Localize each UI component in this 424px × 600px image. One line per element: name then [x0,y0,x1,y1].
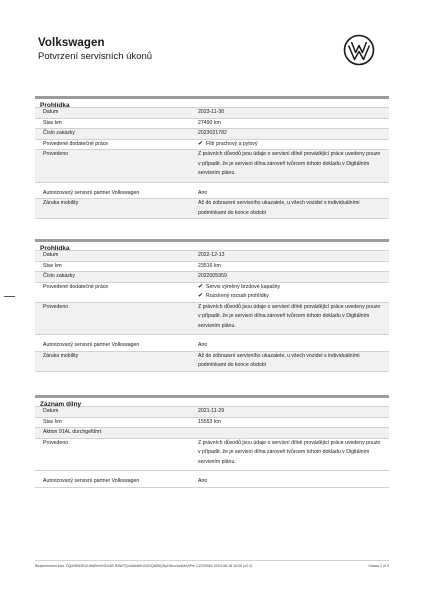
row-dodatecne-prace: Provedené dodatečné práce ✔ Servis výměny brzdové kapaliny ✔ Rozsírený rozsah prohlídky [35,283,389,303]
work-item: ✔ Servis výměny brzdové kapaliny [198,283,383,293]
row-zaruka-mobility: Záruka mobility Až do zobrazení servisního ukazatele, u všech vozidel s individuálními podmínkami do konce období [35,352,389,372]
row-datum: Datum 2022-12-13 [35,251,389,262]
section-title: Prohlídka [35,239,389,251]
row-provedeno: Provedeno Z právních důvodů jsou údaje o servisní dílně provádějící práce uvedeny pouze v případě, že je servisní dílna zároveň tvůrcem tohoto dokladu v Digitálním servisním plánu. [35,150,389,183]
row-partner: Autorizovaný servisní partner Volkswagen Ano [35,341,389,352]
row-stav-km: Stav km 23516 km [35,262,389,273]
row-datum: Datum 2023-11-30 [35,108,389,119]
service-record-1 [35,96,389,219]
workshop-record [35,395,389,488]
page-number: Strana 2 of 3 [368,564,389,568]
row-partner: Autorizovaný servisní partner Volkswagen Ano [35,477,389,488]
row-cislo-zakazky: Číslo zakázky 2023021782 [35,129,389,140]
document-subtitle: Potvrzení servisních úkonů [38,51,153,62]
checkmark-icon: ✔ [198,293,204,299]
security-code: Bezpečnostní kód: ZQp0I5N3KUUH6BmVNCb4B RAWTQ/v5Ah8Ib154GQk6BQNyDNxuVa4MA/fPm CZ229360 2024-08-18 10:06 (v2.2) [35,564,253,568]
work-item: ✔ Rozsírený rozsah prohlídky [198,292,383,302]
row-cislo-zakazky: Číslo zakázky 2022005959 [35,272,389,283]
row-zaruka-mobility: Záruka mobility Až do zobrazení servisního ukazatele, u všech vozidel s individuálními podmínkami do konce období [35,199,389,219]
service-record-2 [35,239,389,372]
row-stav-km: Stav km 27490 km [35,119,389,130]
row-provedeno: Provedeno Z právních důvodů jsou údaje o servisní dílně provádějící práce uvedeny pouze v případě, že je servisní dílna zároveň tvůrcem tohoto dokladu v Digitálním servisním plánu. [35,303,389,336]
checkmark-icon: ✔ [198,140,204,147]
row-stav-km: Stav km 15553 km [35,418,389,429]
checkmark-icon: ✔ [198,283,204,290]
brand-title: Volkswagen [38,37,105,49]
work-item: ✔ Filtr prachový a pylový [198,140,383,150]
row-datum: Datum 2021-11-29 [35,407,389,418]
row-dodatecne-prace: Provedené dodatečné práce ✔ Filtr prachový a pylový [35,140,389,151]
section-title: Záznam dílny [35,395,389,407]
row-partner: Autorizovaný servisní partner Volkswagen Ano [35,189,389,200]
row-akce: Aktion 91AL durchgeführt [35,428,389,439]
fold-mark [4,296,15,297]
vw-logo-icon [343,34,375,66]
section-title: Prohlídka [35,96,389,108]
row-provedeno: Provedeno Z právních důvodů jsou údaje o servisní dílně provádějící práce uvedeny pouze v případě, že je servisní dílna zároveň tvůrcem tohoto dokladu v Digitálním servisním plánu. [35,439,389,472]
page-footer [35,560,389,569]
document-header [38,37,152,62]
